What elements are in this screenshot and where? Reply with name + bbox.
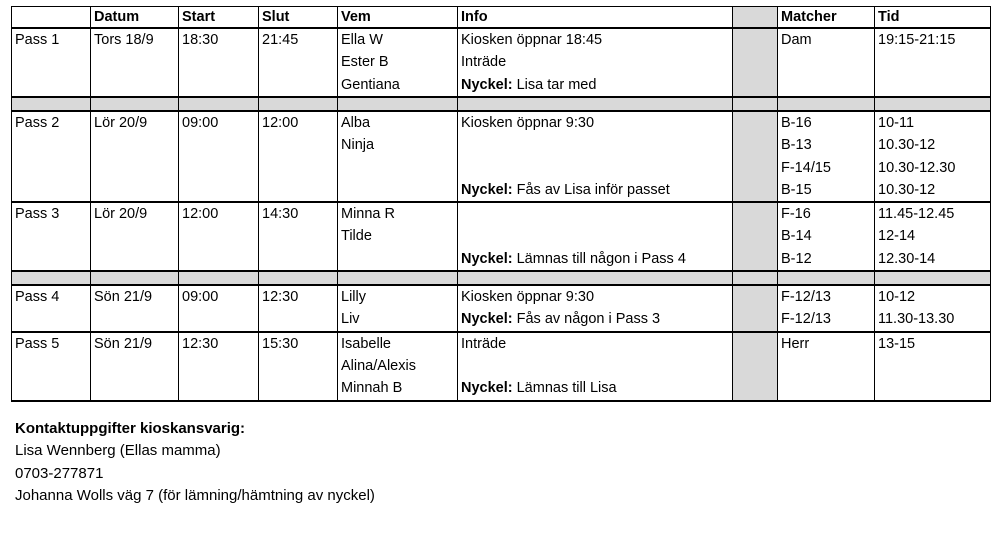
vem-cell-line: Gentiana <box>341 76 400 93</box>
info-line-text: Kiosken öppnar 9:30 <box>461 115 595 131</box>
slut-cell-text: 21:45 <box>262 32 299 48</box>
info-line-bold: Nyckel: <box>461 181 513 198</box>
info-line-text: Fås av någon i Pass 3 <box>512 311 661 328</box>
slut-cell <box>259 202 338 271</box>
pass-cell-text: Pass 3 <box>15 206 60 223</box>
info-line-text: Kiosken öppnar 18:45 <box>461 32 603 48</box>
vem-cell-line: Tilde <box>341 228 372 245</box>
vem-cell-line: Ester B <box>341 54 389 71</box>
info-line <box>461 308 729 330</box>
info-cell <box>458 285 733 332</box>
spacer-cell <box>778 97 875 111</box>
slut-cell-text: 12:00 <box>262 115 299 131</box>
start-cell-text: 09:00 <box>182 115 219 131</box>
matcher-cell <box>778 111 875 202</box>
spacer-cell <box>875 271 991 285</box>
matcher-cell <box>778 332 875 401</box>
datum-cell <box>91 202 179 271</box>
tid-cell <box>875 202 991 271</box>
vem-cell-line: Alba <box>341 115 371 131</box>
spacer-row <box>12 271 991 285</box>
table-row <box>12 332 991 401</box>
contact-name: Lisa Wennberg (Ellas mamma) <box>15 442 221 460</box>
info-line <box>461 203 729 225</box>
tid-cell-line: 10.30-12.30 <box>878 159 956 176</box>
pass-cell <box>12 111 91 202</box>
table-row <box>12 285 991 332</box>
info-line <box>461 29 729 51</box>
vem-cell-line: Liv <box>341 311 360 328</box>
slut-cell-text: 12:30 <box>262 289 299 306</box>
header-cell-slut: Slut <box>259 7 338 29</box>
matcher-cell-line: B-14 <box>781 228 812 245</box>
spacer-cell <box>91 97 179 111</box>
vem-cell-line: Minna R <box>341 206 395 223</box>
start-cell-text: 18:30 <box>182 32 219 48</box>
vem-cell <box>338 332 458 401</box>
table-row <box>12 111 991 202</box>
spacer-cell <box>338 97 458 111</box>
datum-cell-text: Lör 20/9 <box>94 206 148 223</box>
datum-cell-text: Lör 20/9 <box>94 115 148 131</box>
pass-cell <box>12 285 91 332</box>
info-line-bold: Nyckel: <box>461 76 513 93</box>
slut-cell <box>259 285 338 332</box>
info-cell <box>458 332 733 401</box>
spacer-cell <box>259 97 338 111</box>
matcher-cell-line: F-16 <box>781 206 811 223</box>
spacer-cell <box>12 97 91 111</box>
spacer-cell <box>338 271 458 285</box>
info-line-bold: Nyckel: <box>461 311 513 328</box>
tid-cell-line: 12-14 <box>878 228 916 245</box>
info-line-text: Lämnas till någon i Pass 4 <box>512 250 686 267</box>
tid-cell-line: 11.45-12.45 <box>878 206 955 223</box>
matcher-cell-line: B-12 <box>781 250 812 267</box>
info-line <box>461 51 729 73</box>
vem-cell-line: Ninja <box>341 137 375 154</box>
tid-cell-line: 10.30-12 <box>878 181 936 198</box>
vem-cell-line: Alina/Alexis <box>341 358 416 375</box>
datum-cell-text: Tors 18/9 <box>94 32 154 48</box>
header-cell-matcher: Matcher <box>778 7 875 29</box>
contact-phone: 0703-277871 <box>15 464 104 482</box>
datum-cell <box>91 285 179 332</box>
pass-cell-text: Pass 5 <box>15 335 60 352</box>
info-line <box>461 179 729 201</box>
spacer-cell <box>458 97 733 111</box>
spacer-cell <box>733 97 778 111</box>
info-line-text: Fås av Lisa inför passet <box>512 181 670 198</box>
matcher-cell-line: F-14/15 <box>781 159 831 176</box>
header-cell-start: Start <box>179 7 259 29</box>
start-cell-text: 12:30 <box>182 335 219 352</box>
pass-cell <box>12 202 91 271</box>
spacer-cell <box>778 271 875 285</box>
info-cell <box>458 28 733 97</box>
start-cell <box>179 285 259 332</box>
spacer-cell <box>12 271 91 285</box>
table-row <box>12 28 991 97</box>
gray-column-cell <box>733 285 778 332</box>
info-line <box>461 248 729 270</box>
info-cell <box>458 111 733 202</box>
tid-cell <box>875 111 991 202</box>
info-line <box>461 134 729 156</box>
matcher-cell-line: Dam <box>781 32 812 48</box>
contact-info <box>15 418 375 507</box>
slut-cell-text: 14:30 <box>262 206 299 223</box>
datum-cell <box>91 111 179 202</box>
datum-cell-text: Sön 21/9 <box>94 289 153 306</box>
info-line-text: Lisa tar med <box>512 76 597 93</box>
header-cell-info: Info <box>458 7 733 29</box>
vem-cell-line <box>341 248 454 270</box>
vem-cell <box>338 28 458 97</box>
contact-address: Johanna Wolls väg 7 (för lämning/hämtning av nyckel) <box>15 486 375 504</box>
matcher-cell-line: B-15 <box>781 181 812 198</box>
gray-column-cell <box>733 111 778 202</box>
info-line <box>461 333 729 355</box>
vem-cell <box>338 285 458 332</box>
tid-cell-line: 19:15-21:15 <box>878 32 956 48</box>
slut-cell-text: 15:30 <box>262 335 299 352</box>
pass-cell-text: Pass 4 <box>15 289 60 306</box>
tid-cell-line: 10-12 <box>878 289 916 306</box>
info-line <box>461 112 729 134</box>
start-cell <box>179 332 259 401</box>
schedule-table <box>11 6 991 402</box>
matcher-cell-line: F-12/13 <box>781 311 831 328</box>
vem-cell-line: Isabelle <box>341 335 391 352</box>
info-line-bold: Nyckel: <box>461 250 513 267</box>
vem-cell-line <box>341 179 454 201</box>
matcher-cell <box>778 285 875 332</box>
spacer-row <box>12 97 991 111</box>
spacer-cell <box>179 97 259 111</box>
info-line <box>461 74 729 96</box>
tid-cell-line: 10.30-12 <box>878 137 936 154</box>
info-line <box>461 286 729 308</box>
spacer-cell <box>875 97 991 111</box>
tid-cell <box>875 28 991 97</box>
gray-column-cell <box>733 202 778 271</box>
datum-cell <box>91 28 179 97</box>
matcher-cell <box>778 202 875 271</box>
header-cell-datum: Datum <box>91 7 179 29</box>
info-line <box>461 225 729 247</box>
info-line-text: Inträde <box>461 54 507 71</box>
vem-cell-line: Lilly <box>341 289 366 306</box>
header-cell-vem: Vem <box>338 7 458 29</box>
spacer-cell <box>91 271 179 285</box>
tid-cell-line: 12.30-14 <box>878 250 936 267</box>
info-line <box>461 355 729 377</box>
pass-cell <box>12 332 91 401</box>
contact-heading: Kontaktuppgifter kioskansvarig: <box>15 420 246 437</box>
header-row <box>12 7 991 29</box>
start-cell <box>179 111 259 202</box>
vem-cell-line: Minnah B <box>341 380 403 397</box>
vem-cell-line: Ella W <box>341 32 383 48</box>
gray-column-cell <box>733 28 778 97</box>
header-cell-tid: Tid <box>875 7 991 29</box>
vem-cell-line <box>341 157 454 179</box>
vem-cell <box>338 111 458 202</box>
gray-column-cell <box>733 332 778 401</box>
matcher-cell-line: F-12/13 <box>781 289 831 306</box>
pass-cell-text: Pass 2 <box>15 115 60 131</box>
pass-cell <box>12 28 91 97</box>
matcher-cell <box>778 28 875 97</box>
start-cell-text: 12:00 <box>182 206 219 223</box>
spacer-cell <box>259 271 338 285</box>
pass-cell-text: Pass 1 <box>15 32 60 48</box>
slut-cell <box>259 28 338 97</box>
info-line-bold: Nyckel: <box>461 380 513 397</box>
tid-cell <box>875 332 991 401</box>
info-line-text: Kiosken öppnar 9:30 <box>461 289 595 306</box>
info-line <box>461 157 729 179</box>
info-line-text: Lämnas till Lisa <box>512 380 617 397</box>
spacer-cell <box>458 271 733 285</box>
matcher-cell-line: B-16 <box>781 115 812 131</box>
datum-cell <box>91 332 179 401</box>
start-cell <box>179 28 259 97</box>
tid-cell-line: 11.30-13.30 <box>878 311 955 328</box>
spacer-cell <box>733 271 778 285</box>
tid-cell-line: 10-11 <box>878 115 915 131</box>
table-row <box>12 202 991 271</box>
header-cell-blank <box>733 7 778 29</box>
spacer-cell <box>179 271 259 285</box>
vem-cell <box>338 202 458 271</box>
tid-cell <box>875 285 991 332</box>
matcher-cell-line: Herr <box>781 335 810 352</box>
datum-cell-text: Sön 21/9 <box>94 335 153 352</box>
info-line <box>461 377 729 399</box>
info-line-text: Inträde <box>461 335 507 352</box>
start-cell-text: 09:00 <box>182 289 219 306</box>
start-cell <box>179 202 259 271</box>
tid-cell-line: 13-15 <box>878 335 916 352</box>
slut-cell <box>259 332 338 401</box>
slut-cell <box>259 111 338 202</box>
matcher-cell-line: B-13 <box>781 137 812 154</box>
info-cell <box>458 202 733 271</box>
header-cell-pass <box>12 7 91 29</box>
